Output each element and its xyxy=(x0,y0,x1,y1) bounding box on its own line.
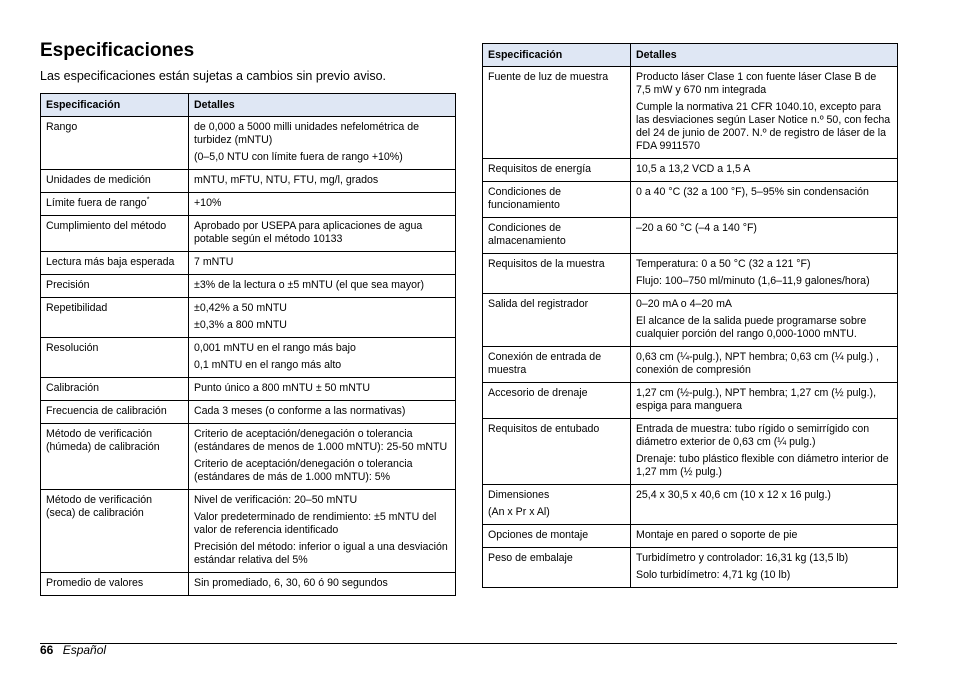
spec-cell xyxy=(41,338,189,378)
table-row xyxy=(483,159,898,182)
details-cell xyxy=(631,347,898,383)
detail-text: Punto único a 800 mNTU ± 50 mNTU xyxy=(194,382,370,394)
detail-text: Sin promediado, 6, 30, 60 ó 90 segundos xyxy=(194,577,388,589)
spec-label: Requisitos de energía xyxy=(488,163,592,175)
details-cell xyxy=(631,159,898,182)
details-cell xyxy=(189,298,456,338)
spec-label: Condiciones de almacenamiento xyxy=(488,222,566,247)
spec-cell xyxy=(483,419,631,485)
table-row xyxy=(41,170,456,193)
column-header-spec: Especificación xyxy=(483,44,631,67)
spec-table-right-body xyxy=(483,67,898,588)
spec-label: Peso de embalaje xyxy=(488,552,573,564)
spec-cell xyxy=(41,275,189,298)
details-cell xyxy=(631,485,898,525)
spec-label: Precisión xyxy=(46,279,90,291)
table-row xyxy=(41,193,456,216)
details-cell xyxy=(631,294,898,347)
details-cell xyxy=(631,383,898,419)
details-cell xyxy=(189,378,456,401)
table-row xyxy=(41,275,456,298)
table-row xyxy=(483,67,898,159)
detail-text: El alcance de la salida puede programarse sobre cualquier porción del rango 0,000-1000 mNTU. xyxy=(636,315,867,340)
spec-label: Lectura más baja esperada xyxy=(46,256,175,268)
spec-label: Rango xyxy=(46,121,78,133)
spec-cell xyxy=(41,216,189,252)
spec-cell xyxy=(483,67,631,159)
spec-label: Requisitos de entubado xyxy=(488,423,600,435)
detail-text: Montaje en pared o soporte de pie xyxy=(636,529,798,541)
detail-text: 10,5 a 13,2 VCD a 1,5 A xyxy=(636,163,751,175)
spec-label: Método de verificación (seca) de calibración xyxy=(46,494,152,519)
detail-text: Turbidímetro y controlador: 16,31 kg (13,5 lb) xyxy=(636,552,849,564)
spec-cell xyxy=(483,347,631,383)
spec-cell xyxy=(483,218,631,254)
spec-table-left-body xyxy=(41,117,456,596)
detail-text: Producto láser Clase 1 con fuente láser Clase B de 7,5 mW y 670 nm integrada xyxy=(636,71,877,96)
table-row xyxy=(41,216,456,252)
table-row xyxy=(483,525,898,548)
table-row xyxy=(483,254,898,294)
page-number: 66 xyxy=(40,643,54,657)
column-header-details: Detalles xyxy=(189,94,456,117)
footer-divider xyxy=(40,643,897,644)
detail-text: Cada 3 meses (o conforme a las normativas) xyxy=(194,405,406,417)
table-row xyxy=(483,419,898,485)
intro-text: Las especificaciones están sujetas a cambios sin previo aviso. xyxy=(40,69,387,83)
table-row xyxy=(483,218,898,254)
spec-label: Salida del registrador xyxy=(488,298,589,310)
detail-text: 0 a 40 °C (32 a 100 °F), 5–95% sin condensación xyxy=(636,186,869,198)
table-row xyxy=(483,294,898,347)
spec-cell xyxy=(41,424,189,490)
spec-cell xyxy=(483,254,631,294)
spec-cell xyxy=(41,117,189,170)
detail-text: 0–20 mA o 4–20 mA xyxy=(636,298,732,310)
detail-text: +10% xyxy=(194,197,222,209)
spec-cell xyxy=(41,401,189,424)
spec-label: Condiciones de funcionamiento xyxy=(488,186,562,211)
spec-label: Dimensiones xyxy=(488,489,550,501)
spec-cell xyxy=(41,298,189,338)
detail-text: Cumple la normativa 21 CFR 1040.10, excepto para las desviaciones según Laser Notice n.º 50, con fecha del 24 de junio de 2007. N.º de registro de láser de la FDA 9911570 xyxy=(636,101,891,152)
spec-label: Cumplimiento del método xyxy=(46,220,167,232)
spec-cell xyxy=(483,182,631,218)
spec-sublabel: (An x Pr x Al) xyxy=(488,506,550,518)
detail-text: –20 a 60 °C (–4 a 140 °F) xyxy=(636,222,757,234)
spec-cell xyxy=(483,485,631,525)
detail-text: 1,27 cm (½-pulg.), NPT hembra; 1,27 cm (½ pulg.), espiga para manguera xyxy=(636,387,877,412)
table-row xyxy=(483,182,898,218)
footnote-marker: * xyxy=(146,196,150,204)
details-cell xyxy=(189,216,456,252)
table-row xyxy=(41,117,456,170)
detail-text: Temperatura: 0 a 50 °C (32 a 121 °F) xyxy=(636,258,811,270)
detail-text: Entrada de muestra: tubo rígido o semirrígido con diámetro exterior de 0,63 cm (¼ pulg.) xyxy=(636,423,870,448)
spec-cell xyxy=(41,193,189,216)
spec-label: Conexión de entrada de muestra xyxy=(488,351,602,376)
table-header-row xyxy=(483,44,898,67)
table-row xyxy=(41,490,456,573)
table-row xyxy=(483,347,898,383)
detail-text: Flujo: 100–750 ml/minuto (1,6–11,9 galones/hora) xyxy=(636,275,870,287)
detail-text: Aprobado por USEPA para aplicaciones de agua potable según el método 10133 xyxy=(194,220,423,245)
spec-label: Unidades de medición xyxy=(46,174,151,186)
spec-label: Opciones de montaje xyxy=(488,529,589,541)
spec-label: Fuente de luz de muestra xyxy=(488,71,609,83)
detail-text: Solo turbidímetro: 4,71 kg (10 lb) xyxy=(636,569,791,581)
table-row xyxy=(41,298,456,338)
spec-cell xyxy=(483,525,631,548)
details-cell xyxy=(631,525,898,548)
details-cell xyxy=(189,338,456,378)
spec-cell xyxy=(41,573,189,596)
column-header-details: Detalles xyxy=(631,44,898,67)
detail-text: 0,63 cm (¼-pulg.), NPT hembra; 0,63 cm (¼ pulg.) , conexión de compresión xyxy=(636,351,879,376)
spec-label: Resolución xyxy=(46,342,99,354)
spec-label: Método de verificación (húmeda) de calibración xyxy=(46,428,160,453)
table-row xyxy=(483,485,898,525)
details-cell xyxy=(189,193,456,216)
table-row xyxy=(483,548,898,588)
spec-label: Límite fuera de rango xyxy=(46,197,147,209)
detail-text: Criterio de aceptación/denegación o tolerancia (estándares de más de 1.000 mNTU): 5% xyxy=(194,458,413,483)
spec-cell xyxy=(483,294,631,347)
spec-cell xyxy=(41,170,189,193)
table-row xyxy=(41,573,456,596)
column-header-spec: Especificación xyxy=(41,94,189,117)
detail-text: 7 mNTU xyxy=(194,256,234,268)
spec-label: Repetibilidad xyxy=(46,302,108,314)
details-cell xyxy=(189,275,456,298)
spec-cell xyxy=(483,159,631,182)
details-cell xyxy=(189,424,456,490)
spec-label: Promedio de valores xyxy=(46,577,144,589)
table-row xyxy=(41,338,456,378)
spec-label: Requisitos de la muestra xyxy=(488,258,605,270)
spec-cell xyxy=(41,378,189,401)
page-title: Especificaciones xyxy=(40,40,195,61)
detail-text: de 0,000 a 5000 milli unidades nefelométrica de turbidez (mNTU) xyxy=(194,121,419,146)
table-row xyxy=(483,383,898,419)
spec-label: Calibración xyxy=(46,382,99,394)
details-cell xyxy=(189,117,456,170)
table-row xyxy=(41,252,456,275)
spec-label: Accesorio de drenaje xyxy=(488,387,588,399)
page-footer xyxy=(40,643,106,657)
details-cell xyxy=(189,170,456,193)
details-cell xyxy=(189,573,456,596)
details-cell xyxy=(189,490,456,573)
details-cell xyxy=(189,252,456,275)
table-row xyxy=(41,378,456,401)
spec-cell xyxy=(483,548,631,588)
table-row xyxy=(41,401,456,424)
table-row xyxy=(41,424,456,490)
detail-text: Precisión del método: inferior o igual a una desviación estándar relativa del 5% xyxy=(194,541,448,566)
detail-text: ±0,42% a 50 mNTU xyxy=(194,302,287,314)
detail-text: mNTU, mFTU, NTU, FTU, mg/l, grados xyxy=(194,174,379,186)
spec-table-left xyxy=(40,93,456,596)
spec-cell xyxy=(41,490,189,573)
spec-table-right xyxy=(482,43,898,588)
detail-text: ±0,3% a 800 mNTU xyxy=(194,319,287,331)
details-cell xyxy=(631,419,898,485)
details-cell xyxy=(631,254,898,294)
detail-text: ±3% de la lectura o ±5 mNTU (el que sea mayor) xyxy=(194,279,425,291)
spec-label: Frecuencia de calibración xyxy=(46,405,167,417)
detail-text: 0,001 mNTU en el rango más bajo xyxy=(194,342,356,354)
details-cell xyxy=(631,67,898,159)
detail-text: Nivel de verificación: 20–50 mNTU xyxy=(194,494,358,506)
detail-text: 25,4 x 30,5 x 40,6 cm (10 x 12 x 16 pulg.) xyxy=(636,489,831,501)
detail-text: Valor predeterminado de rendimiento: ±5 mNTU del valor de referencia identificado xyxy=(194,511,437,536)
spec-cell xyxy=(483,383,631,419)
detail-text: Criterio de aceptación/denegación o tolerancia (estándares de menos de 1.000 mNTU): 25-50 mNTU xyxy=(194,428,448,453)
footer-language: Español xyxy=(62,643,107,657)
spec-cell xyxy=(41,252,189,275)
details-cell xyxy=(631,548,898,588)
table-header-row xyxy=(41,94,456,117)
details-cell xyxy=(631,182,898,218)
detail-text: 0,1 mNTU en el rango más alto xyxy=(194,359,342,371)
detail-text: (0–5,0 NTU con límite fuera de rango +10%) xyxy=(194,151,403,163)
details-cell xyxy=(631,218,898,254)
details-cell xyxy=(189,401,456,424)
detail-text: Drenaje: tubo plástico flexible con diámetro interior de 1,27 mm (½ pulg.) xyxy=(636,453,889,478)
